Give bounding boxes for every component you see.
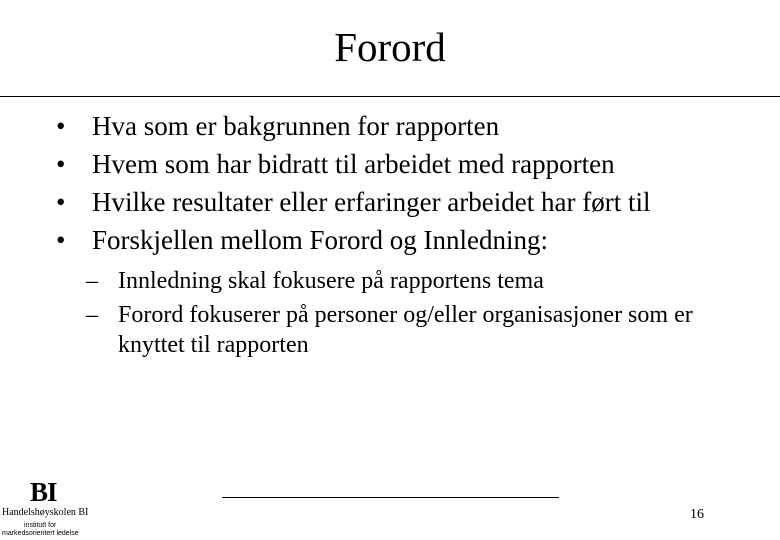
logo-subtitle-line1: institutt for [24, 522, 57, 529]
bullet-dot: • [56, 225, 66, 255]
bullet-text: Hvem som har bidratt til arbeidet med rapporten [92, 149, 615, 179]
bullet-text: Forskjellen mellom Forord og Innledning: [92, 225, 548, 255]
page-number: 16 [690, 507, 704, 522]
bullet-item [56, 224, 756, 360]
sub-bullet-list [86, 266, 756, 360]
sub-bullet-text: Innledning skal fokusere på rapportens tema [118, 268, 544, 294]
bullet-list [56, 110, 756, 366]
bullet-item [56, 148, 756, 180]
slide-title: Forord [334, 24, 446, 70]
bullet-text: Hva som er bakgrunnen for rapporten [92, 111, 500, 141]
bullet-dot: • [56, 187, 66, 217]
title-divider [0, 96, 780, 97]
bullet-dot: • [56, 149, 66, 179]
footer-divider [222, 497, 559, 498]
sub-bullet-item [86, 300, 718, 360]
dash-marker: – [86, 302, 98, 328]
sub-bullet-item [86, 266, 756, 296]
bullet-item [56, 110, 756, 142]
dash-marker: – [86, 268, 98, 294]
logo-name: Handelshøyskolen BI [2, 507, 89, 518]
logo-mark: BI [30, 477, 57, 507]
bullet-text: Hvilke resultater eller erfaringer arbeidet har ført til [92, 187, 651, 217]
sub-bullet-text: Forord fokuserer på personer og/eller organisasjoner som er knyttet til rapporten [118, 302, 693, 358]
logo-subtitle-line2: markedsorientert ledelse [2, 530, 79, 537]
bullet-item [56, 186, 692, 218]
bullet-dot: • [56, 111, 66, 141]
bi-logo [2, 478, 102, 540]
